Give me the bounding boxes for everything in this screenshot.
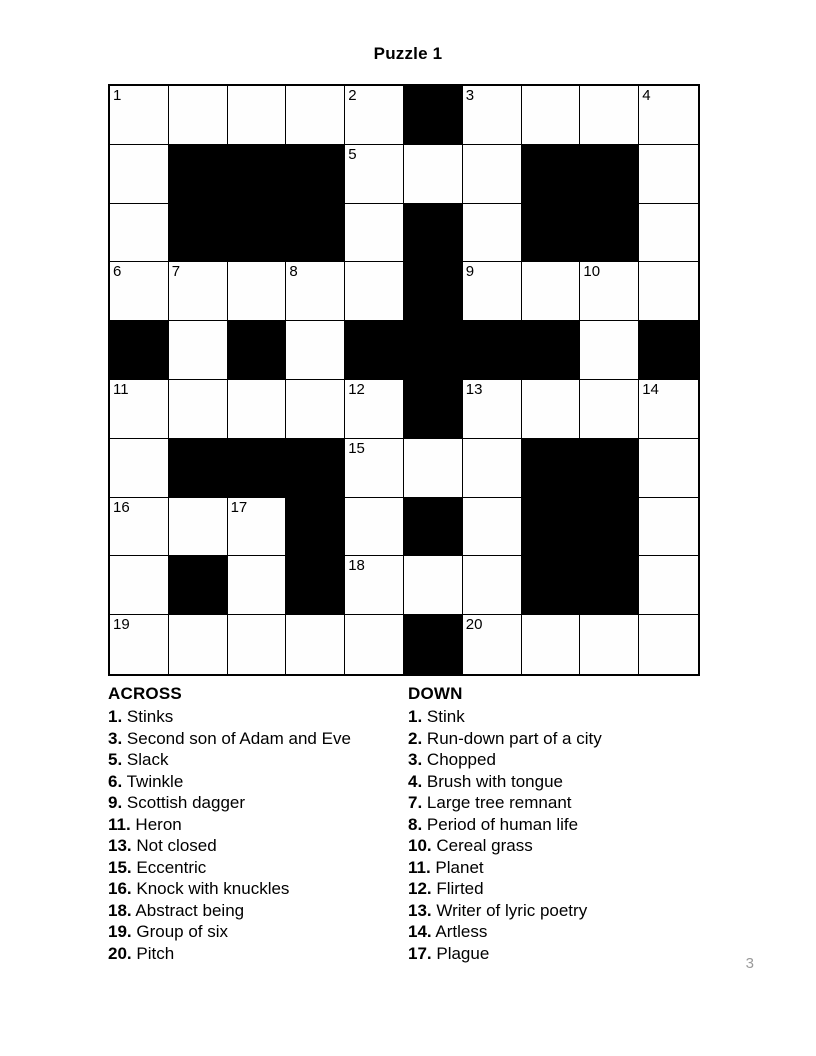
clue-item [408, 728, 708, 750]
clue-item [108, 857, 408, 879]
grid-cell[interactable] [345, 86, 404, 145]
clue-text: Artless [431, 922, 488, 941]
grid-cell[interactable] [522, 86, 581, 145]
cell-number: 5 [348, 145, 357, 163]
clue-item [108, 728, 408, 750]
grid-cell[interactable] [345, 439, 404, 498]
page-title: Puzzle 1 [373, 44, 443, 63]
grid-cell[interactable] [110, 439, 169, 498]
grid-cell-block [404, 262, 463, 321]
grid-cell[interactable] [110, 145, 169, 204]
grid-cell-block [286, 204, 345, 263]
cell-number: 8 [289, 263, 298, 281]
grid-cell[interactable] [286, 615, 345, 674]
clue-text: Chopped [422, 750, 496, 769]
grid-cell-block [522, 321, 581, 380]
grid-cell-block [463, 321, 522, 380]
clues-section [108, 684, 708, 964]
across-clue-list [108, 706, 408, 964]
grid-cell[interactable] [286, 380, 345, 439]
grid-cell[interactable] [110, 380, 169, 439]
cell-number: 18 [348, 557, 365, 575]
across-column [108, 684, 408, 964]
grid-cell-block [404, 380, 463, 439]
grid-cell-block [286, 145, 345, 204]
clue-item [108, 900, 408, 922]
clue-text: Abstract being [131, 900, 245, 920]
grid-cell[interactable] [463, 380, 522, 439]
grid-cell[interactable] [345, 145, 404, 204]
clue-text: Stink [422, 707, 465, 726]
grid-cell[interactable] [345, 262, 404, 321]
clue-text: Eccentric [131, 857, 207, 877]
grid-cell-block [580, 439, 639, 498]
clue-text: Group of six [131, 922, 229, 941]
clue-number: 9. [108, 793, 123, 812]
grid-cell[interactable] [639, 439, 698, 498]
grid-cell[interactable] [639, 380, 698, 439]
page-number: 3 [745, 955, 754, 972]
clue-item [108, 943, 408, 965]
grid-cell-block [228, 145, 287, 204]
clue-number: 11. [108, 814, 131, 834]
grid-cell[interactable] [463, 204, 522, 263]
clue-text: Second son of Adam and Eve [122, 728, 351, 748]
clue-number: 12. [408, 879, 432, 898]
grid-cell-block [169, 145, 228, 204]
grid-cell-block [522, 145, 581, 204]
grid-cell-block [110, 321, 169, 380]
down-clue-list [408, 706, 708, 964]
grid-cell[interactable] [169, 380, 228, 439]
grid-cell[interactable] [345, 615, 404, 674]
grid-cell[interactable] [639, 498, 698, 557]
grid-cell[interactable] [404, 145, 463, 204]
clue-text: Plague [431, 943, 490, 963]
grid-cell[interactable] [345, 204, 404, 263]
clue-number: 10. [408, 836, 432, 855]
grid-cell[interactable] [169, 262, 228, 321]
cell-number: 15 [348, 439, 365, 457]
clue-text: Heron [130, 814, 182, 834]
grid-cell[interactable] [522, 380, 581, 439]
cell-number: 13 [465, 380, 483, 398]
clue-number: 15. [108, 857, 132, 877]
grid-cell[interactable] [345, 556, 404, 615]
across-heading: ACROSS [108, 684, 182, 703]
clue-number: 18. [108, 900, 132, 920]
grid-cell-block [580, 556, 639, 615]
clue-text: Run-down part of a city [422, 728, 602, 748]
cell-number: 3 [465, 87, 475, 104]
clue-number: 4. [408, 771, 423, 791]
grid-cell[interactable] [228, 380, 287, 439]
grid-cell-block [404, 86, 463, 145]
clue-number: 14. [408, 922, 432, 941]
grid-cell[interactable] [463, 145, 522, 204]
grid-cell-block [580, 145, 639, 204]
clue-item [408, 814, 708, 836]
clue-number: 20. [108, 943, 132, 963]
grid-cell[interactable] [580, 615, 639, 674]
grid-cell-block [580, 498, 639, 557]
clue-number: 13. [108, 836, 132, 855]
grid-cell[interactable] [345, 498, 404, 557]
grid-cell-block [522, 556, 581, 615]
grid-cell[interactable] [110, 556, 169, 615]
grid-cell[interactable] [463, 615, 522, 674]
clue-item [108, 749, 408, 771]
clue-item [108, 771, 408, 793]
down-column [408, 684, 708, 964]
grid-cell-block [286, 556, 345, 615]
grid-cell[interactable] [286, 321, 345, 380]
clue-item [408, 771, 708, 793]
clue-item [108, 792, 408, 814]
clue-text: Knock with knuckles [131, 879, 290, 898]
grid-cell[interactable] [169, 615, 228, 674]
grid-cell[interactable] [463, 556, 522, 615]
cell-number: 11 [113, 380, 129, 398]
grid-cell[interactable] [639, 86, 698, 145]
clue-item [108, 921, 408, 943]
crossword-grid [108, 84, 700, 676]
grid-cell[interactable] [228, 556, 287, 615]
grid-cell[interactable] [463, 262, 522, 321]
grid-cell-block [404, 204, 463, 263]
grid-cell[interactable] [228, 498, 287, 557]
clue-number: 7. [408, 793, 423, 812]
grid-cell[interactable] [580, 262, 639, 321]
clue-item [408, 706, 708, 728]
clue-number: 6. [108, 771, 123, 791]
clue-number: 2. [408, 728, 423, 748]
grid-cell[interactable] [639, 145, 698, 204]
clue-item [408, 878, 708, 900]
cell-number: 17 [230, 498, 248, 516]
grid-cell[interactable] [404, 556, 463, 615]
clue-number: 16. [108, 879, 132, 898]
grid-cell[interactable] [580, 321, 639, 380]
grid-cell[interactable] [522, 615, 581, 674]
cell-number: 10 [583, 263, 601, 281]
clue-item [108, 835, 408, 857]
grid-cell[interactable] [228, 262, 287, 321]
grid-cell[interactable] [110, 498, 169, 557]
grid-cell-block [228, 439, 287, 498]
clue-text: Large tree remnant [422, 793, 572, 812]
grid-cell[interactable] [463, 498, 522, 557]
clue-text: Slack [122, 750, 169, 769]
grid-cell[interactable] [228, 615, 287, 674]
clue-number: 19. [108, 922, 132, 941]
grid-cell-block [228, 204, 287, 263]
grid-cell[interactable] [463, 439, 522, 498]
grid-cell[interactable] [580, 380, 639, 439]
clue-number: 13. [408, 900, 432, 920]
cell-number: 9 [465, 263, 475, 281]
grid-cell-block [580, 204, 639, 263]
cell-number: 20 [465, 616, 483, 634]
grid-cell[interactable] [169, 86, 228, 145]
clue-text: Writer of lyric poetry [431, 900, 588, 920]
clue-item [408, 921, 708, 943]
clue-text: Pitch [131, 943, 175, 963]
cell-number: 6 [113, 263, 122, 281]
clue-number: 3. [108, 728, 123, 748]
grid-cell[interactable] [110, 615, 169, 674]
grid-cell[interactable] [228, 86, 287, 145]
clue-item [108, 878, 408, 900]
grid-cell-block [639, 321, 698, 380]
clue-text: Brush with tongue [422, 771, 563, 791]
clue-text: Period of human life [422, 814, 579, 834]
clue-text: Not closed [131, 836, 217, 855]
clue-text: Stinks [122, 707, 174, 726]
cell-number: 4 [642, 87, 651, 104]
grid-cell[interactable] [639, 556, 698, 615]
cell-number: 7 [171, 263, 181, 281]
grid-cell[interactable] [169, 498, 228, 557]
grid-cell[interactable] [286, 262, 345, 321]
grid-cell[interactable] [522, 262, 581, 321]
grid-cell-block [228, 321, 287, 380]
grid-cell-block [345, 321, 404, 380]
grid-cell-block [169, 439, 228, 498]
grid-cell[interactable] [580, 86, 639, 145]
grid-cell-block [404, 615, 463, 674]
cell-number: 12 [348, 380, 365, 398]
cell-number: 2 [348, 87, 357, 104]
grid-cell-block [169, 556, 228, 615]
cell-number: 14 [642, 380, 659, 398]
clue-text: Flirted [431, 879, 484, 898]
grid-cell-block [522, 204, 581, 263]
crossword-grid-cells [110, 86, 698, 674]
grid-cell-block [404, 498, 463, 557]
grid-cell-block [286, 498, 345, 557]
grid-cell[interactable] [463, 86, 522, 145]
clue-number: 1. [108, 707, 123, 726]
clue-item [408, 835, 708, 857]
clue-number: 11. [408, 857, 431, 877]
down-heading: DOWN [408, 684, 463, 703]
grid-cell[interactable] [404, 439, 463, 498]
clue-number: 3. [408, 750, 423, 769]
clue-number: 8. [408, 814, 423, 834]
cell-number: 1 [113, 87, 122, 104]
grid-cell[interactable] [110, 262, 169, 321]
grid-cell[interactable] [169, 321, 228, 380]
grid-cell[interactable] [639, 615, 698, 674]
clue-number: 1. [408, 707, 423, 726]
clue-text: Planet [430, 857, 484, 877]
grid-cell-block [404, 321, 463, 380]
cell-number: 16 [113, 498, 130, 516]
clue-item [108, 814, 408, 836]
clue-item [408, 900, 708, 922]
clue-number: 5. [108, 750, 123, 769]
clue-text: Twinkle [122, 771, 184, 791]
grid-cell[interactable] [639, 262, 698, 321]
clue-item [408, 943, 708, 965]
grid-cell[interactable] [110, 204, 169, 263]
grid-cell-block [522, 439, 581, 498]
clue-number: 17. [408, 943, 432, 963]
clue-item [108, 706, 408, 728]
cell-number: 19 [113, 616, 130, 634]
grid-cell[interactable] [110, 86, 169, 145]
grid-cell[interactable] [286, 86, 345, 145]
clue-item [408, 792, 708, 814]
clue-item [408, 857, 708, 879]
grid-cell-block [522, 498, 581, 557]
grid-cell[interactable] [639, 204, 698, 263]
grid-cell-block [169, 204, 228, 263]
clue-text: Cereal grass [431, 836, 533, 855]
grid-cell[interactable] [345, 380, 404, 439]
clue-item [408, 749, 708, 771]
clue-text: Scottish dagger [122, 793, 246, 812]
grid-cell-block [286, 439, 345, 498]
